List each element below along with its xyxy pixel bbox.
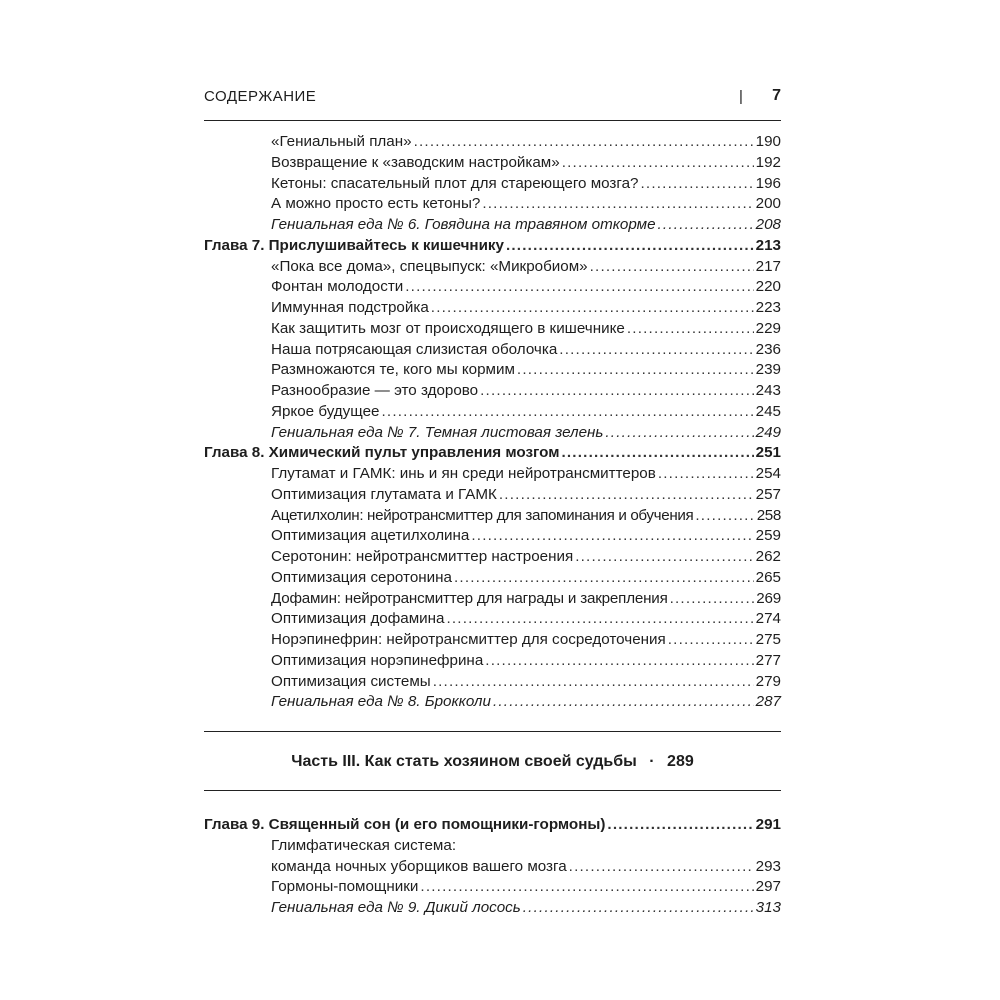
toc-entry[interactable]: [204, 630, 781, 651]
leader-dots: [561, 443, 753, 464]
toc-entry-title: Гениальная еда № 9. Дикий лосось: [271, 899, 521, 916]
toc-entry-page: 279: [755, 672, 781, 690]
toc-entry-genius-food[interactable]: [204, 423, 781, 444]
toc-entry-page: 223: [755, 299, 781, 316]
toc-entry-page: 192: [755, 153, 781, 171]
toc-entry[interactable]: [204, 672, 781, 693]
leader-dots: [668, 630, 754, 651]
toc-entry-title: Иммунная подстройка: [271, 299, 429, 316]
toc-entry-page: 274: [755, 610, 781, 628]
toc-entry-title: Возвращение к «заводским настройкам»: [271, 153, 560, 171]
leader-dots: [414, 132, 754, 153]
toc-entry[interactable]: [204, 402, 781, 423]
leader-dots: [381, 402, 753, 423]
toc-entry-title: Серотонин: нейротрансмиттер настроения: [271, 548, 574, 565]
toc-entry-title: Оптимизация дофамина: [271, 610, 445, 628]
toc-entry-title: Оптимизация серотонина: [271, 568, 452, 586]
toc-section-2: [204, 815, 781, 919]
toc-entry[interactable]: [204, 568, 781, 589]
toc-entry-page: 257: [755, 485, 781, 503]
toc-entry[interactable]: [204, 277, 781, 298]
header-page-number: 7: [772, 87, 781, 104]
toc-entry-page: 200: [755, 195, 781, 213]
leader-dots: [605, 423, 753, 444]
toc-entry[interactable]: [204, 174, 781, 195]
toc-entry-page: 236: [755, 340, 781, 358]
toc-entry-title: Оптимизация системы: [271, 672, 431, 690]
toc-chapter-9[interactable]: [204, 815, 781, 836]
toc-entry-page: 277: [755, 651, 781, 669]
leader-dots: [485, 651, 753, 672]
toc-entry-page: 265: [755, 568, 781, 586]
toc-entry[interactable]: [204, 506, 781, 527]
toc-entry-page: 254: [755, 465, 781, 482]
toc-entry[interactable]: [204, 485, 781, 506]
leader-dots: [641, 174, 754, 195]
toc-entry[interactable]: [204, 360, 781, 381]
toc-entry-title: Разнообразие — это здорово: [271, 382, 479, 399]
header-title: СОДЕРЖАНИЕ: [204, 88, 317, 105]
toc-chapter-page: 291: [755, 816, 781, 833]
toc-entry-title: Гениальная еда № 8. Брокколи: [271, 693, 491, 711]
toc-entry[interactable]: [204, 836, 781, 857]
toc-entry-title: Оптимизация норэпинефрина: [271, 651, 484, 669]
toc-entry-title: «Пока все дома», спецвыпуск: «Микробиом»: [271, 257, 588, 275]
toc-entry-page: 217: [755, 257, 781, 275]
toc-entry[interactable]: [204, 526, 781, 547]
toc-entry-page: 245: [755, 402, 781, 420]
leader-dots: [523, 898, 754, 919]
toc-entry-title: Гениальная еда № 6. Говядина на травяном откорме: [271, 216, 656, 233]
leader-dots: [562, 153, 754, 174]
leader-dots: [433, 672, 754, 693]
toc-entry[interactable]: [204, 381, 781, 402]
header-rule: [204, 120, 781, 121]
leader-dots: [420, 877, 753, 898]
leader-dots: [590, 257, 754, 278]
toc-entry[interactable]: [204, 609, 781, 630]
toc-entry[interactable]: [204, 319, 781, 340]
leader-dots: [446, 609, 753, 630]
toc-entry-title: Гениальная еда № 7. Темная листовая зелень: [271, 423, 604, 441]
toc-entry-page: 259: [755, 527, 781, 545]
toc-chapter-title: Глава 9. Священный сон (и его помощники-гормоны): [204, 816, 606, 833]
toc-entry-page: 229: [755, 319, 781, 337]
toc-entry-page: 196: [755, 174, 781, 192]
part-title: Часть III. Как стать хозяином своей судьбы: [291, 753, 637, 770]
part-rule-bottom: [204, 790, 781, 791]
toc-entry-page: 190: [755, 133, 781, 150]
leader-dots: [575, 547, 753, 568]
leader-dots: [695, 506, 754, 527]
toc-entry-page: 262: [755, 548, 781, 565]
leader-dots: [493, 692, 754, 713]
toc-entry-title: Ацетилхолин: нейротрансмиттер для запоминания и обучения: [271, 506, 694, 524]
toc-entry-page: 275: [755, 631, 781, 648]
toc-chapter-8[interactable]: [204, 443, 781, 464]
toc-entry[interactable]: [204, 340, 781, 361]
toc-entry-page: 249: [755, 423, 781, 441]
toc-entry-title: Как защитить мозг от происходящего в кишечнике: [271, 319, 625, 337]
leader-dots: [658, 464, 754, 485]
part-bullet: ·: [649, 753, 655, 770]
toc-entry[interactable]: [204, 194, 781, 215]
leader-dots: [658, 215, 754, 236]
leader-dots: [517, 360, 754, 381]
toc-entry-genius-food[interactable]: [204, 898, 781, 919]
leader-dots: [431, 298, 754, 319]
leader-dots: [607, 815, 753, 836]
toc-entry[interactable]: [204, 257, 781, 278]
toc-chapter-page: 251: [755, 444, 781, 462]
leader-dots: [627, 319, 754, 340]
toc-entry-page: 243: [755, 382, 781, 399]
toc-section-1: [204, 132, 781, 713]
running-header: [204, 86, 781, 110]
toc-entry-title: Размножаются те, кого мы кормим: [271, 361, 515, 379]
leader-dots: [670, 589, 755, 610]
toc-entry-title: Яркое будущее: [271, 402, 380, 420]
leader-dots: [559, 340, 753, 361]
part-page: 289: [667, 753, 694, 770]
toc-entry-title: Гормоны-помощники: [271, 878, 419, 896]
toc-entry-page: 239: [755, 361, 781, 379]
toc-entry-title: А можно просто есть кетоны?: [271, 195, 481, 213]
toc-entry[interactable]: [204, 298, 781, 319]
toc-entry-title: Глутамат и ГАМК: инь и ян среди нейротрансмиттеров: [271, 465, 656, 482]
leader-dots: [482, 194, 753, 215]
toc-entry-title: Кетоны: спасательный плот для стареющего мозга?: [271, 174, 639, 192]
leader-dots: [471, 526, 753, 547]
part-rule-top: [204, 731, 781, 732]
toc-entry[interactable]: [204, 547, 781, 568]
toc-chapter-title: Глава 8. Химический пульт управления мозгом: [204, 444, 560, 462]
toc-entry-page: 220: [755, 278, 781, 296]
leader-dots: [480, 381, 754, 402]
leader-dots: [405, 277, 753, 298]
toc-entry[interactable]: [204, 464, 781, 485]
toc-entry-page: 297: [755, 878, 781, 896]
toc-entry[interactable]: [204, 877, 781, 898]
toc-entry-title: Глимфатическая система:: [271, 836, 457, 854]
toc-entry-genius-food[interactable]: [204, 692, 781, 713]
toc-entry[interactable]: [204, 651, 781, 672]
toc-entry[interactable]: [204, 132, 781, 153]
toc-entry[interactable]: [204, 857, 781, 878]
toc-entry-page: 208: [755, 216, 781, 233]
leader-dots: [454, 568, 754, 589]
toc-entry-page: 293: [755, 857, 781, 875]
toc-entry-page: 269: [756, 589, 781, 607]
toc-entry-title: команда ночных уборщиков вашего мозга: [271, 857, 567, 875]
toc-entry-title: «Гениальный план»: [271, 133, 412, 150]
toc-entry[interactable]: [204, 153, 781, 174]
toc-entry-title: Оптимизация глутамата и ГАМК: [271, 485, 497, 503]
toc-entry-genius-food[interactable]: [204, 215, 781, 236]
toc-entry-page: 313: [755, 899, 781, 916]
leader-dots: [569, 857, 754, 878]
leader-dots: [499, 485, 754, 506]
toc-entry[interactable]: [204, 589, 781, 610]
part-heading[interactable]: [204, 753, 781, 771]
toc-entry-title: Дофамин: нейротрансмиттер для награды и закрепления: [271, 589, 668, 607]
toc-entry-title: Фонтан молодости: [271, 278, 404, 296]
toc-entry-page: 258: [756, 506, 781, 524]
toc-chapter-title: Глава 7. Прислушивайтесь к кишечнику: [204, 236, 504, 254]
toc-entry-title: Наша потрясающая слизистая оболочка: [271, 340, 558, 358]
toc-chapter-page: 213: [755, 236, 781, 254]
toc-chapter-7[interactable]: [204, 236, 781, 257]
header-separator: |: [739, 88, 743, 105]
leader-dots: [506, 236, 754, 257]
toc-entry-title: Оптимизация ацетилхолина: [271, 527, 470, 545]
toc-entry-page: 287: [755, 693, 781, 711]
toc-entry-title: Норэпинефрин: нейротрансмиттер для сосредоточения: [271, 631, 666, 648]
